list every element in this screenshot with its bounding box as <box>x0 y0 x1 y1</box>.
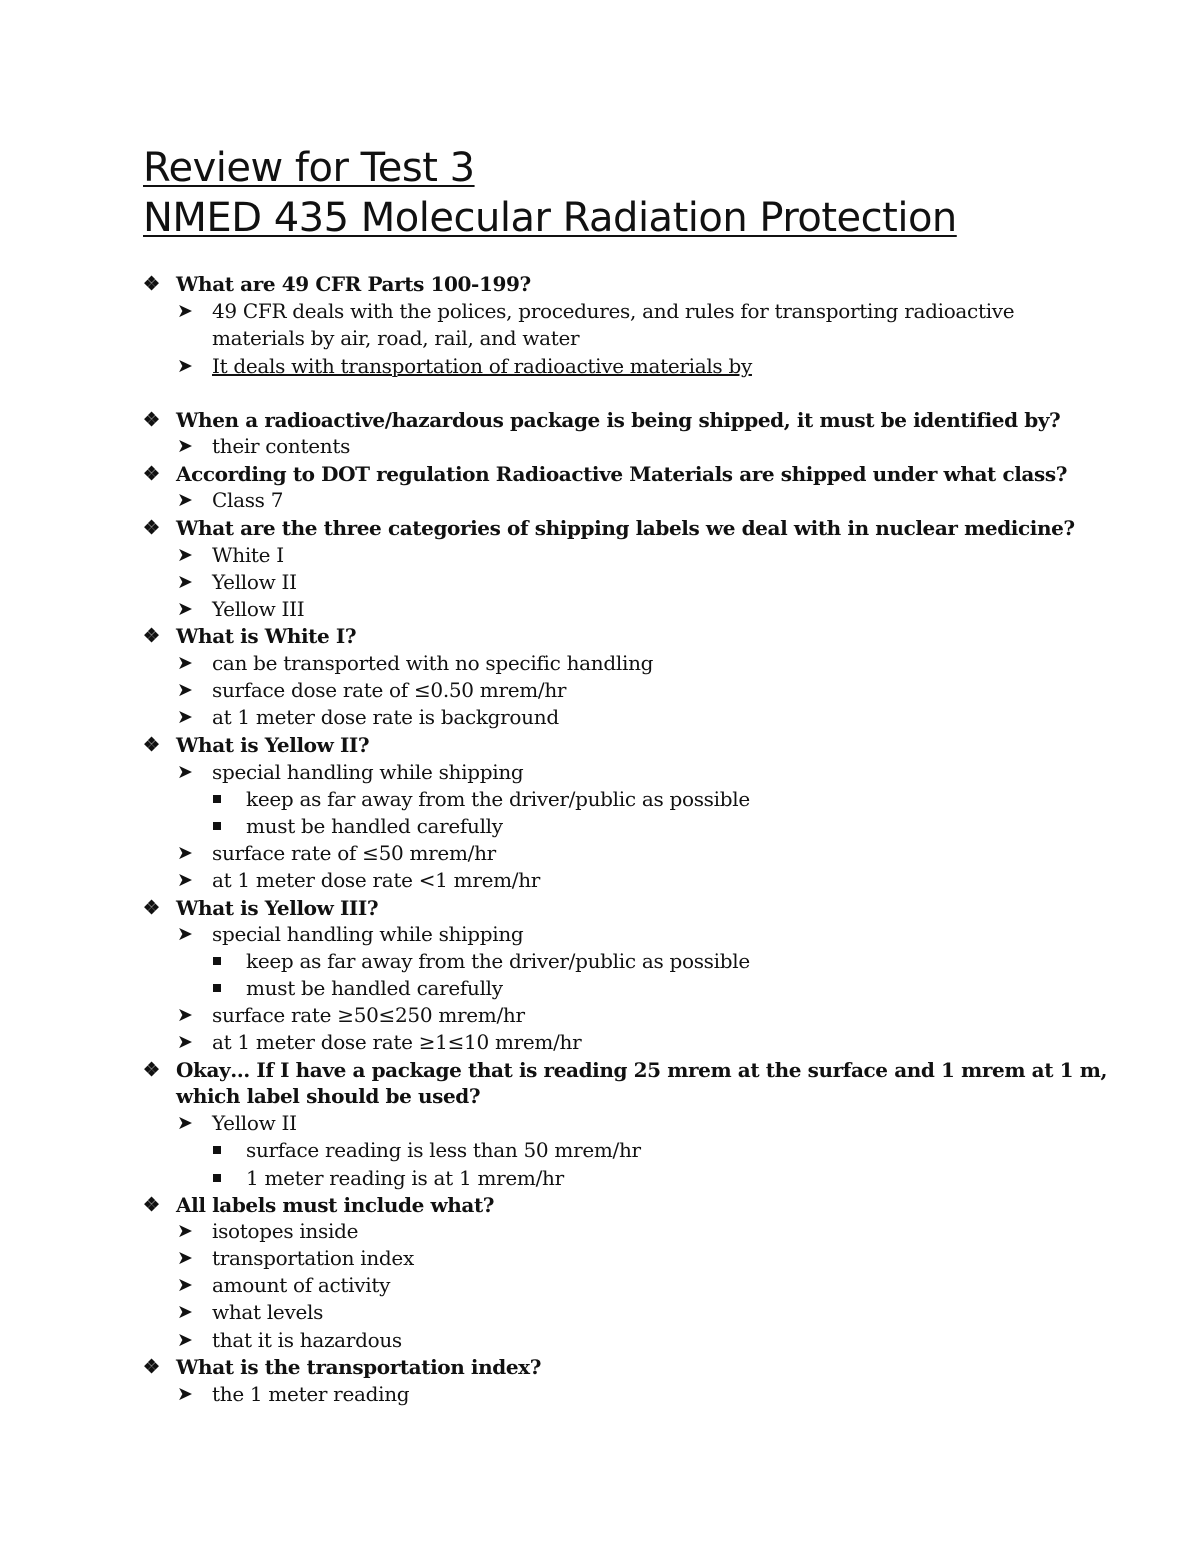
arrowhead-bullet-icon: ➤ <box>177 761 193 783</box>
item-text: special handling while shipping <box>212 922 524 946</box>
item-text: It deals with transportation of radioactive materials by <box>212 354 752 378</box>
item-text: that it is hazardous <box>212 1328 402 1352</box>
arrowhead-bullet-icon: ➤ <box>177 1274 193 1296</box>
arrowhead-bullet-icon: ➤ <box>177 1329 193 1351</box>
item-text: Yellow III <box>212 597 305 621</box>
diamond-bullet-icon: ❖ <box>143 897 160 919</box>
item-text: surface dose rate of ≤0.50 mrem/hr <box>212 678 567 702</box>
item-text: at 1 meter dose rate is background <box>212 705 559 729</box>
square-bullet-icon <box>213 957 221 965</box>
square-bullet-icon <box>213 1174 221 1182</box>
item-text: the 1 meter reading <box>212 1382 410 1406</box>
diamond-bullet-icon: ❖ <box>143 625 160 647</box>
arrowhead-bullet-icon: ➤ <box>177 598 193 620</box>
item-text: keep as far away from the driver/public as possible <box>246 949 750 973</box>
item-text: 49 CFR deals with the polices, procedures, and rules for transporting radioactive <box>212 299 1015 323</box>
diamond-bullet-icon: ❖ <box>143 1356 160 1378</box>
item-text: Yellow II <box>212 1111 297 1135</box>
arrowhead-bullet-icon: ➤ <box>177 869 193 891</box>
arrowhead-bullet-icon: ➤ <box>177 1004 193 1026</box>
arrowhead-bullet-icon: ➤ <box>177 435 193 457</box>
arrowhead-bullet-icon: ➤ <box>177 652 193 674</box>
arrowhead-bullet-icon: ➤ <box>177 1301 193 1323</box>
diamond-bullet-icon: ❖ <box>143 734 160 756</box>
item-text: What is Yellow III? <box>176 896 379 920</box>
item-text: When a radioactive/hazardous package is being shipped, it must be identified by? <box>176 408 1061 432</box>
item-text: their contents <box>212 434 351 458</box>
course-title: NMED 435 Molecular Radiation Protection <box>143 195 957 241</box>
item-text: what levels <box>212 1300 324 1324</box>
arrowhead-bullet-icon: ➤ <box>177 489 193 511</box>
arrowhead-bullet-icon: ➤ <box>177 571 193 593</box>
arrowhead-bullet-icon: ➤ <box>177 355 193 377</box>
item-text: What is Yellow II? <box>176 733 370 757</box>
arrowhead-bullet-icon: ➤ <box>177 1112 193 1134</box>
diamond-bullet-icon: ❖ <box>143 1194 160 1216</box>
arrowhead-bullet-icon: ➤ <box>177 706 193 728</box>
document-title: Review for Test 3 <box>143 145 475 191</box>
item-text: at 1 meter dose rate ≥1≤10 mrem/hr <box>212 1030 582 1054</box>
item-text: special handling while shipping <box>212 760 524 784</box>
arrowhead-bullet-icon: ➤ <box>177 1220 193 1242</box>
item-text: Class 7 <box>212 488 284 512</box>
item-text: 1 meter reading is at 1 mrem/hr <box>246 1166 564 1190</box>
item-text: What are 49 CFR Parts 100-199? <box>176 272 531 296</box>
item-text: isotopes inside <box>212 1219 359 1243</box>
diamond-bullet-icon: ❖ <box>143 409 160 431</box>
item-text: materials by air, road, rail, and water <box>212 326 580 350</box>
item-text: All labels must include what? <box>176 1193 495 1217</box>
diamond-bullet-icon: ❖ <box>143 1059 160 1081</box>
arrowhead-bullet-icon: ➤ <box>177 923 193 945</box>
square-bullet-icon <box>213 795 221 803</box>
diamond-bullet-icon: ❖ <box>143 463 160 485</box>
arrowhead-bullet-icon: ➤ <box>177 544 193 566</box>
item-text: White I <box>212 543 284 567</box>
item-text: According to DOT regulation Radioactive Materials are shipped under what class? <box>176 462 1068 486</box>
item-text: surface rate of ≤50 mrem/hr <box>212 841 496 865</box>
arrowhead-bullet-icon: ➤ <box>177 1031 193 1053</box>
diamond-bullet-icon: ❖ <box>143 273 160 295</box>
item-text: What are the three categories of shipping labels we deal with in nuclear medicine? <box>176 516 1075 540</box>
item-text: keep as far away from the driver/public as possible <box>246 787 750 811</box>
square-bullet-icon <box>213 1146 221 1154</box>
item-text: What is White I? <box>176 624 357 648</box>
item-text: amount of activity <box>212 1273 391 1297</box>
square-bullet-icon <box>213 984 221 992</box>
item-text: What is the transportation index? <box>176 1355 542 1379</box>
arrowhead-bullet-icon: ➤ <box>177 842 193 864</box>
arrowhead-bullet-icon: ➤ <box>177 1383 193 1405</box>
item-text: transportation index <box>212 1246 414 1270</box>
item-text: must be handled carefully <box>246 814 503 838</box>
arrowhead-bullet-icon: ➤ <box>177 1247 193 1269</box>
arrowhead-bullet-icon: ➤ <box>177 679 193 701</box>
diamond-bullet-icon: ❖ <box>143 517 160 539</box>
item-text: can be transported with no specific handling <box>212 651 654 675</box>
arrowhead-bullet-icon: ➤ <box>177 300 193 322</box>
square-bullet-icon <box>213 822 221 830</box>
item-text: Okay… If I have a package that is reading 25 mrem at the surface and 1 mrem at 1 m, <box>176 1058 1108 1082</box>
item-text: surface reading is less than 50 mrem/hr <box>246 1138 641 1162</box>
item-text: Yellow II <box>212 570 297 594</box>
item-text: which label should be used? <box>176 1084 481 1108</box>
item-text: surface rate ≥50≤250 mrem/hr <box>212 1003 525 1027</box>
item-text: must be handled carefully <box>246 976 503 1000</box>
item-text: at 1 meter dose rate <1 mrem/hr <box>212 868 541 892</box>
